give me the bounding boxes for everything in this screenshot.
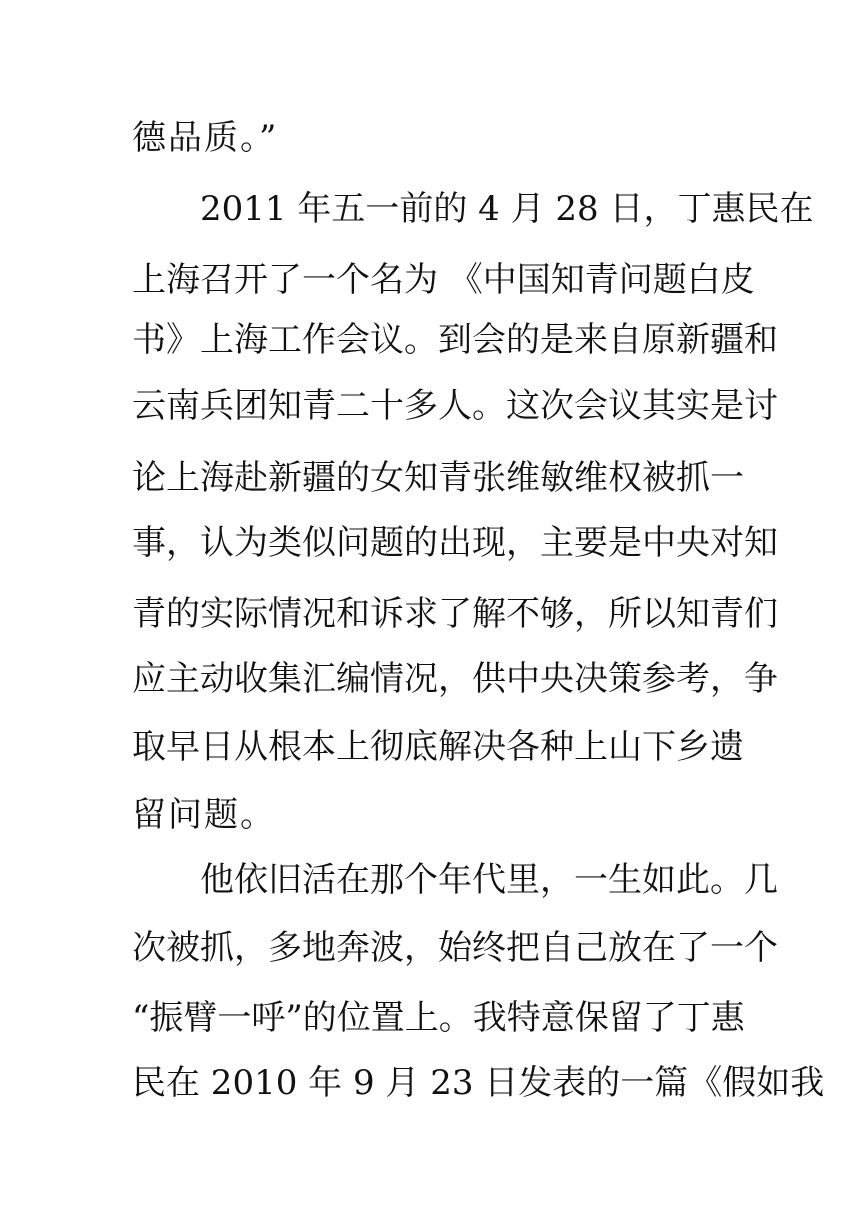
text-line: 上海召开了一个名为 《中国知青问题白皮	[132, 260, 755, 300]
text-line: 云南兵团知青二十多人。这次会议其实是讨	[132, 386, 778, 426]
text-line: 论上海赴新疆的女知青张维敏维权被抓一	[132, 458, 744, 498]
text-line: “振臂一呼”的位置上。我特意保留了丁惠	[132, 998, 745, 1038]
text-line: 留问题。	[132, 795, 276, 835]
text-line: 应主动收集汇编情况，供中央决策参考，争	[132, 659, 778, 699]
paragraph-start-line: 他依旧活在那个年代里，一生如此。几	[200, 860, 778, 900]
text-line: 次被抓，多地奔波，始终把自己放在了一个	[132, 928, 778, 968]
text-line: 青的实际情况和诉求了解不够，所以知青们	[132, 594, 778, 634]
text-line: 事，认为类似问题的出现，主要是中央对知	[132, 523, 778, 563]
text-line: 取早日从根本上彻底解决各种上山下乡遗	[132, 727, 744, 767]
text-line: 德品质。”	[132, 118, 279, 158]
text-line: 民在 2010 年 9 月 23 日发表的一篇《假如我	[132, 1063, 825, 1103]
paragraph-start-line: 2011 年五一前的 4 月 28 日，丁惠民在	[200, 189, 814, 229]
text-line: 书》上海工作会议。到会的是来自原新疆和	[132, 320, 778, 360]
